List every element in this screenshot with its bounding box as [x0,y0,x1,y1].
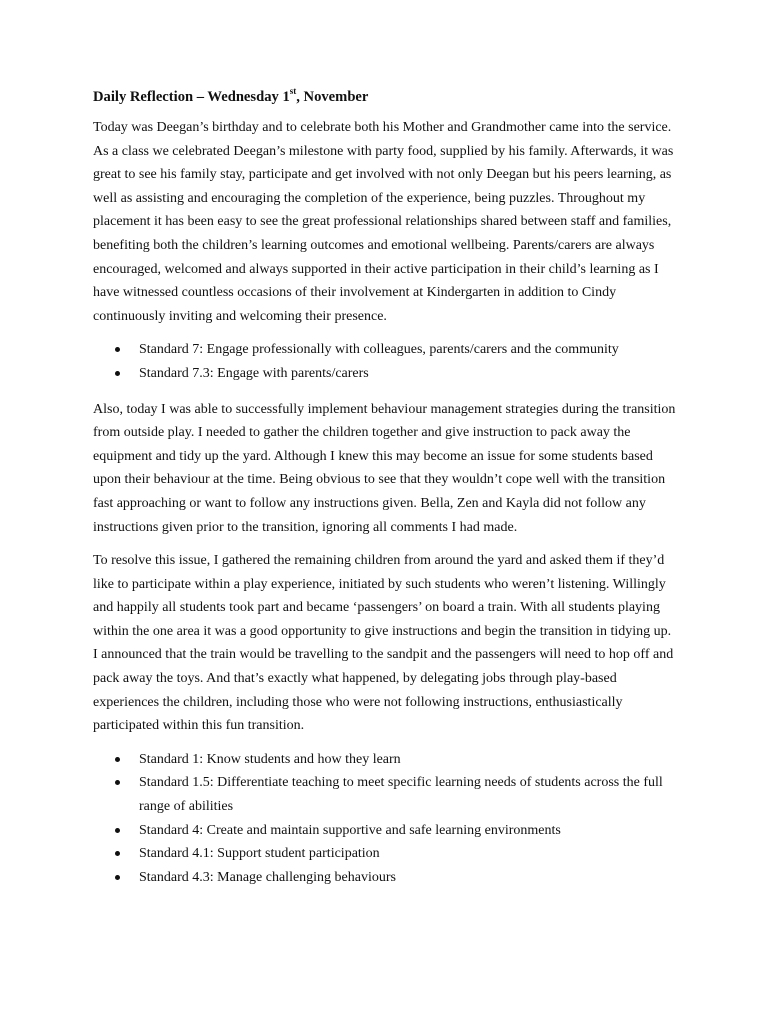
title-suffix: , November [296,89,369,105]
list-item [93,842,679,866]
document-body [93,86,679,901]
bullet-icon [115,347,120,352]
bullet-icon [115,757,120,762]
list-item [93,748,679,772]
page-title [93,86,679,108]
bullet-icon [115,780,120,785]
list-item-text: Standard 7: Engage professionally with colleagues, parents/carers and the community [139,342,619,358]
list-item-text: Standard 7.3: Engage with parents/carers [139,365,369,381]
bullet-icon [115,371,120,376]
bullet-icon [115,828,120,833]
list-item-text: Standard 1.5: Differentiate teaching to meet specific learning needs of students across the full range of abilities [139,775,663,815]
list-item [93,362,679,386]
list-item [93,819,679,843]
list-item [93,866,679,890]
paragraph-3: To resolve this issue, I gathered the remaining children from around the yard and asked them if they’d like to participate within a play experience, initiated by such students who weren’t listening. Willingly and happily all students took part and became ‘passengers’ on board a train. With all students playing within the one area it was a good opportunity to give instructions and begin the transition in tidying up. I announced that the train would be travelling to the sandpit and the passengers will need to hop off and pack away the toys. And that’s exactly what happened, by delegating jobs through play-based experiences the children, including those who were not following instructions, enthusiastically participated within this fun transition. [93,553,674,734]
bullet-icon [115,851,120,856]
title-prefix: Daily Reflection – Wednesday 1 [93,89,290,105]
list-item-text: Standard 4.3: Manage challenging behaviours [139,869,396,885]
title-superscript: st [289,86,297,97]
list-item [93,338,679,362]
paragraph-2: Also, today I was able to successfully implement behaviour management strategies during the transition from outside play. I needed to gather the children together and give instruction to pack away the equipment and tidy up the yard. Although I knew this may become an issue for some students based upon their behaviour at the time. Being obvious to see that they wouldn’t cope well with the transition fast approaching or want to follow any instructions given. Bella, Zen and Kayla did not follow any instructions given prior to the transition, ignoring all comments I had made. [93,401,676,535]
list-item [93,771,679,818]
standards-list-2 [93,748,679,890]
list-item-text: Standard 4: Create and maintain supportive and safe learning environments [139,822,561,838]
bullet-icon [115,875,120,880]
list-item-text: Standard 1: Know students and how they learn [139,751,401,767]
paragraph-1: Today was Deegan’s birthday and to celebrate both his Mother and Grandmother came into the service. As a class we celebrated Deegan’s milestone with party food, supplied by his family. Afterwards, it was great to see his family stay, participate and get involved with not only Deegan but his peers learning, as well as assisting and encouraging the completion of the experience, being puzzles. Throughout my placement it has been easy to see the great professional relationships shared between staff and families, benefiting both the children’s learning outcomes and emotional wellbeing. Parents/carers are always encouraged, welcomed and always supported in their active participation in their child’s learning as I have witnessed countless occasions of their involvement at Kindergarten in addition to Cindy continuously inviting and welcoming their presence. [93,120,674,324]
standards-list-1 [93,338,679,385]
list-item-text: Standard 4.1: Support student participation [139,846,380,862]
